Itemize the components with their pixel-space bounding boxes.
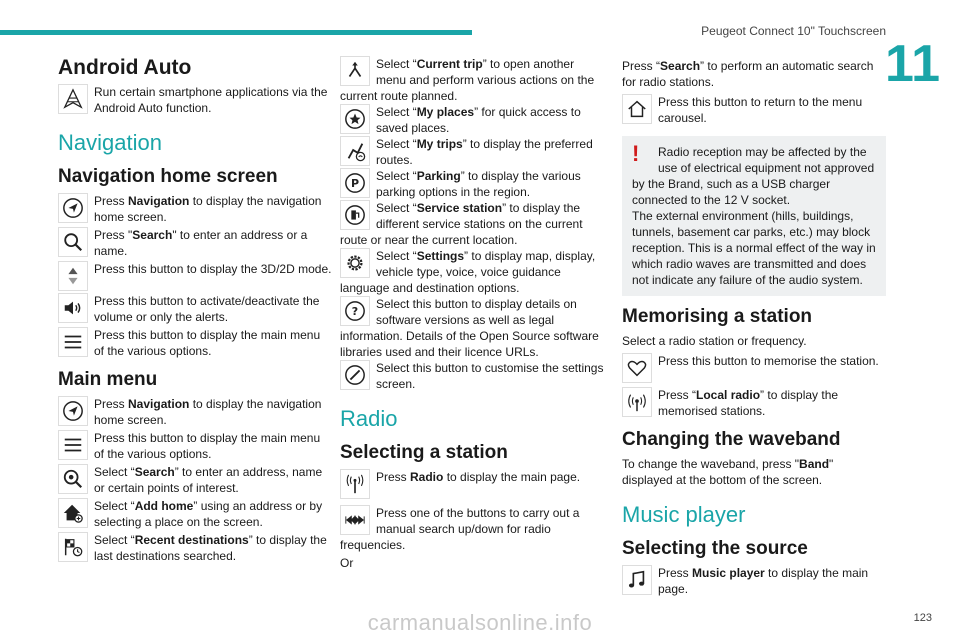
recent-destinations-icon xyxy=(58,532,88,562)
nav-home-heading: Navigation home screen xyxy=(58,166,278,187)
waveband-heading: Changing the waveband xyxy=(622,429,841,450)
column-2 xyxy=(340,56,604,575)
page-number: 123 xyxy=(913,612,932,624)
volume-icon xyxy=(58,293,88,323)
list-item: Press Music player to display the main page. xyxy=(622,565,886,597)
running-header: Peugeot Connect 10" Touchscreen xyxy=(701,24,886,38)
list-item: Select “Service station” to display the different service stations on the current route or near the current location. xyxy=(340,201,583,247)
search-icon xyxy=(58,227,88,257)
memorise-intro: Select a radio station or frequency. xyxy=(622,334,807,348)
service-station-icon xyxy=(340,200,370,230)
star-icon xyxy=(340,104,370,134)
android-auto-text: Run certain smartphone applications via the Android Auto function. xyxy=(94,85,328,115)
list-item: Press this button to activate/deactivate the volume or only the alerts. xyxy=(58,293,332,325)
search-place-icon xyxy=(58,464,88,494)
list-item: Select “Settings” to display map, display, vehicle type, voice, voice guidance language and destination options. xyxy=(340,249,596,295)
radio-antenna-icon xyxy=(340,469,370,499)
memorise-heading: Memorising a station xyxy=(622,306,813,327)
list-item: Press this button to display the main menu of the various options. xyxy=(58,327,332,359)
list-item: ? Select this button to display details on software versions as well as legal information. Details of the Open Source software libraries used and their licence URLs. xyxy=(340,297,599,359)
add-home-icon xyxy=(58,498,88,528)
list-item: Select “Search” to enter an address, name or certain points of interest. xyxy=(58,464,332,496)
menu-icon xyxy=(58,430,88,460)
list-item: Select “My places” for quick access to saved places. xyxy=(340,104,604,136)
list-item: Press “Local radio” to display the memorised stations. xyxy=(622,387,886,419)
column-3 xyxy=(622,56,886,599)
select-station-heading: Selecting a station xyxy=(340,442,508,463)
or-text: Or xyxy=(340,556,354,570)
svg-text:?: ? xyxy=(351,305,359,319)
list-item: Select “Recent destinations” to display the last destinations searched. xyxy=(58,532,332,564)
radio-section-title: Radio xyxy=(340,406,398,431)
parking-icon xyxy=(340,168,370,198)
local-radio-icon xyxy=(622,387,652,417)
list-item: Press this button to display the 3D/2D mode. xyxy=(58,261,332,291)
gear-icon xyxy=(340,248,370,278)
list-item: Select this button to customise the settings screen. xyxy=(340,360,604,392)
chapter-number: 11 xyxy=(885,35,940,93)
svg-text:P: P xyxy=(350,177,360,191)
list-item: Select “Add home” using an address or by selecting a place on the screen. xyxy=(58,498,332,530)
header-accent-bar xyxy=(0,30,472,35)
list-item: Press this button to return to the menu carousel. xyxy=(622,94,886,126)
column-1 xyxy=(58,56,332,566)
music-note-icon xyxy=(622,565,652,595)
list-item: Select “My trips” to display the preferred routes. xyxy=(340,136,604,168)
list-item: Select “Current trip” to open another menu and perform various actions on the current route planned. xyxy=(340,57,595,103)
main-menu-heading: Main menu xyxy=(58,369,158,390)
menu-icon xyxy=(58,327,88,357)
list-item: P Select “Parking” to display the various parking options in the region. xyxy=(340,168,604,200)
heart-icon xyxy=(622,353,652,383)
list-item: Press this button to display the main menu of the various options. xyxy=(58,430,332,462)
auto-search-text: Press “Search” to perform an automatic search for radio stations. xyxy=(622,59,874,89)
navigation-arrow-icon xyxy=(58,396,88,426)
android-auto-item xyxy=(58,84,332,116)
android-auto-heading: Android Auto xyxy=(58,56,192,79)
android-auto-icon xyxy=(58,84,88,114)
list-item: Press "Search" to enter an address or a name. xyxy=(58,227,332,259)
help-icon xyxy=(340,296,370,326)
music-section-title: Music player xyxy=(622,502,746,527)
waveband-text: To change the waveband, press "Band" displayed at the bottom of the screen. xyxy=(622,457,834,487)
my-trips-icon xyxy=(340,136,370,166)
home-icon xyxy=(622,94,652,124)
list-item: Press one of the buttons to carry out a manual search up/down for radio frequencies. xyxy=(340,506,580,552)
seek-buttons-icon xyxy=(340,505,370,535)
navigation-section-title: Navigation xyxy=(58,130,162,155)
list-item: Press Navigation to display the navigation home screen. xyxy=(58,193,332,225)
current-trip-icon xyxy=(340,56,370,86)
warning-box: ! Radio reception may be affected by the use of electrical equipment not approved by the Brand, such as a USB charger connected to the 12 V socket. The external environment (hills, buildings, tunnels, basement car parks, etc.) may block reception. This is a normal effect of the way in which radio waves are transmitted and does not indicate any failure of the audio system. xyxy=(622,136,886,296)
customise-icon xyxy=(340,360,370,390)
list-item: Press Radio to display the main page. xyxy=(340,469,604,499)
navigation-arrow-icon xyxy=(58,193,88,223)
3d-2d-icon xyxy=(58,261,88,291)
watermark: carmanualsonline.info xyxy=(367,610,593,635)
exclamation-icon: ! xyxy=(632,141,640,166)
source-heading: Selecting the source xyxy=(622,538,808,559)
list-item: Press Navigation to display the navigation home screen. xyxy=(58,396,332,428)
list-item: Press this button to memorise the station. xyxy=(622,353,886,383)
